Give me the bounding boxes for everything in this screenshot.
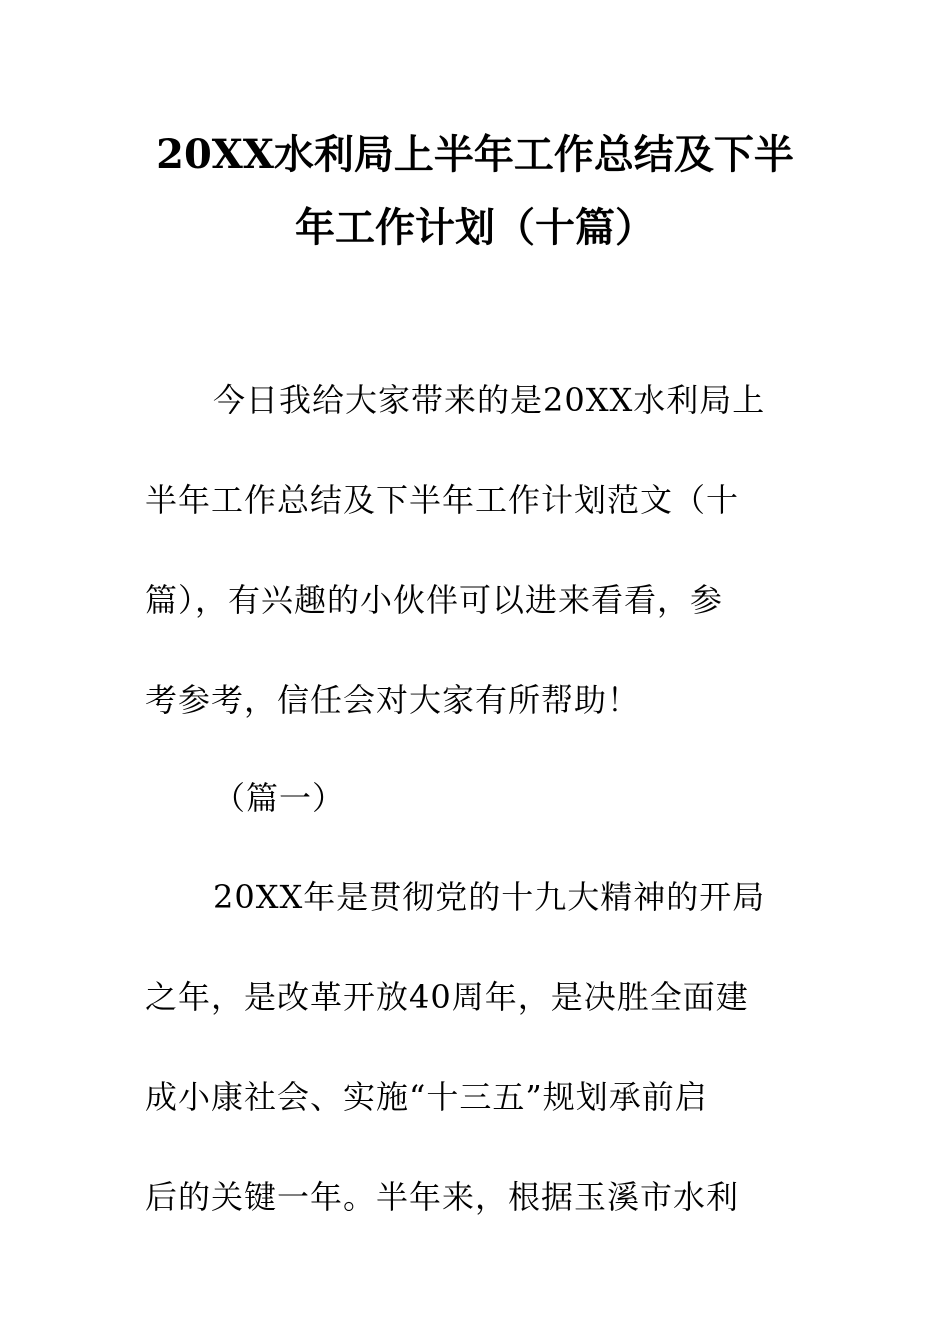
body-line-3: 成小康社会、实施“十三五”规划承前启 <box>145 1078 708 1116</box>
intro-line-2: 半年工作总结及下半年工作计划范文（十 <box>145 481 740 519</box>
document-title-line-2: 年工作计划（十篇） <box>295 204 655 251</box>
document-title-line-1: 20XX水利局上半年工作总结及下半 <box>156 131 794 178</box>
body-line-4: 后的关键一年。半年来，根据玉溪市水利 <box>145 1178 740 1216</box>
body-line-2: 之年，是改革开放40周年，是决胜全面建 <box>145 978 749 1016</box>
body-line-1: 20XX年是贯彻党的十九大精神的开局 <box>213 878 766 916</box>
intro-line-1: 今日我给大家带来的是20XX水利局上 <box>213 381 766 419</box>
intro-line-3: 篇），有兴趣的小伙伴可以进来看看，参 <box>145 581 724 619</box>
intro-line-4: 考参考，信任会对大家有所帮助！ <box>145 681 641 719</box>
section-heading: （篇一） <box>213 779 346 817</box>
